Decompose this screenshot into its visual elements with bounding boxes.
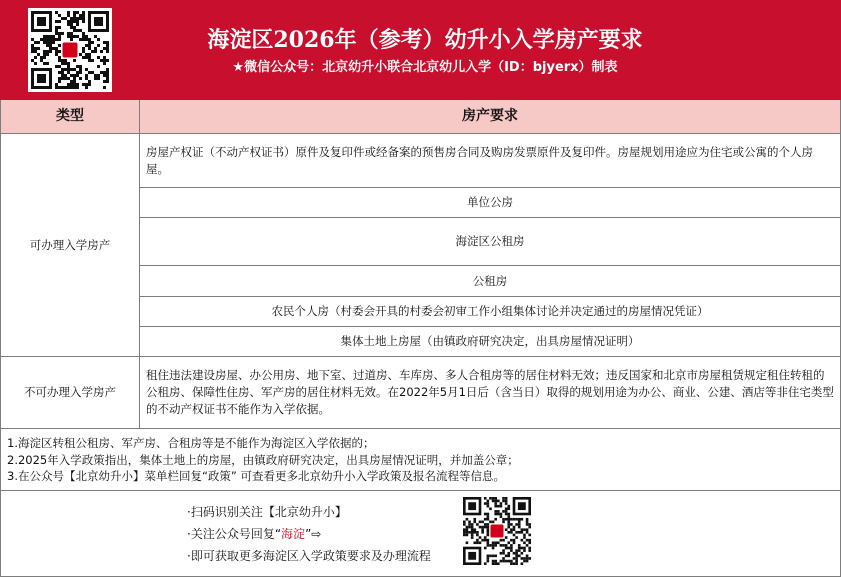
footer-line-3: ·即可获取更多海淀区入学政策要求及办理流程: [187, 549, 431, 563]
type-cell-cannot: 不可办理入学房产: [0, 357, 140, 429]
requirement-text: 租住违法建设房屋、办公用房、地下室、过道房、车库房、多人合租房等的居住材料无效；违反国家和北京市房屋租赁规定租住转租的公租房、保障性住房、军产房的居住材料无效。在2022年5月1日后（含当日）取得的规划用途为办公、商业、公建、酒店等非住宅类型的不动产权证书不能作为入学依据。: [146, 368, 834, 416]
note-line: 1.海淀区转租公租房、军产房、合租房等是不能作为海淀区入学依据的；: [7, 436, 375, 450]
requirement-text: 房屋产权证（不动产权证书）原件及复印件或经备案的预售房合同及购房发票原件及复印件。房屋规划用途应为住宅或公寓的个人房屋。: [146, 144, 813, 176]
table-row: 海淀区公租房: [140, 218, 841, 266]
column-header-type: 类型: [0, 100, 140, 134]
table-row: [140, 134, 841, 188]
table-row: 集体土地上房屋（由镇政府研究决定，出具房屋情况证明）: [140, 327, 841, 357]
table-row: [140, 357, 841, 429]
footer-line-2-prefix: ·关注公众号回复“: [187, 527, 282, 541]
note-line: 3.在公众号【北京幼升小】菜单栏回复“政策” 可查看更多北京幼升小入学政策及报名流程等信息。: [7, 469, 506, 483]
table-row: 单位公房: [140, 188, 841, 218]
header-banner: [0, 0, 841, 101]
qr-code-icon: [28, 8, 112, 92]
note-line: 2.2025年入学政策指出，集体土地上的房屋，由镇政府研究决定，出具房屋情况证明，并加盖公章；: [7, 452, 519, 467]
table-row: 农民个人房（村委会开具的村委会初审工作小组集体讨论并决定通过的房屋情况凭证）: [140, 297, 841, 327]
footer-promo: [0, 491, 841, 577]
footer-line-1: ·扫码识别关注【北京幼升小】: [187, 505, 347, 519]
footer-text: [187, 501, 431, 567]
notes-section: [0, 429, 841, 491]
footer-line-2: [187, 523, 431, 545]
column-header-requirements: 房产要求: [140, 100, 841, 134]
table-row: 公租房: [140, 266, 841, 297]
page-title: 海淀区2026年（参考）幼升小入学房产要求: [207, 27, 643, 53]
footer-keyword: 海淀: [281, 527, 306, 541]
type-cell-can: 可办理入学房产: [0, 134, 140, 357]
footer-line-2-suffix: ”⇨: [305, 527, 322, 541]
page-subtitle: ★微信公众号：北京幼升小联合北京幼儿入学（ID：bjyerx）制表: [232, 60, 618, 75]
footer-qr-code-icon: [463, 497, 531, 565]
